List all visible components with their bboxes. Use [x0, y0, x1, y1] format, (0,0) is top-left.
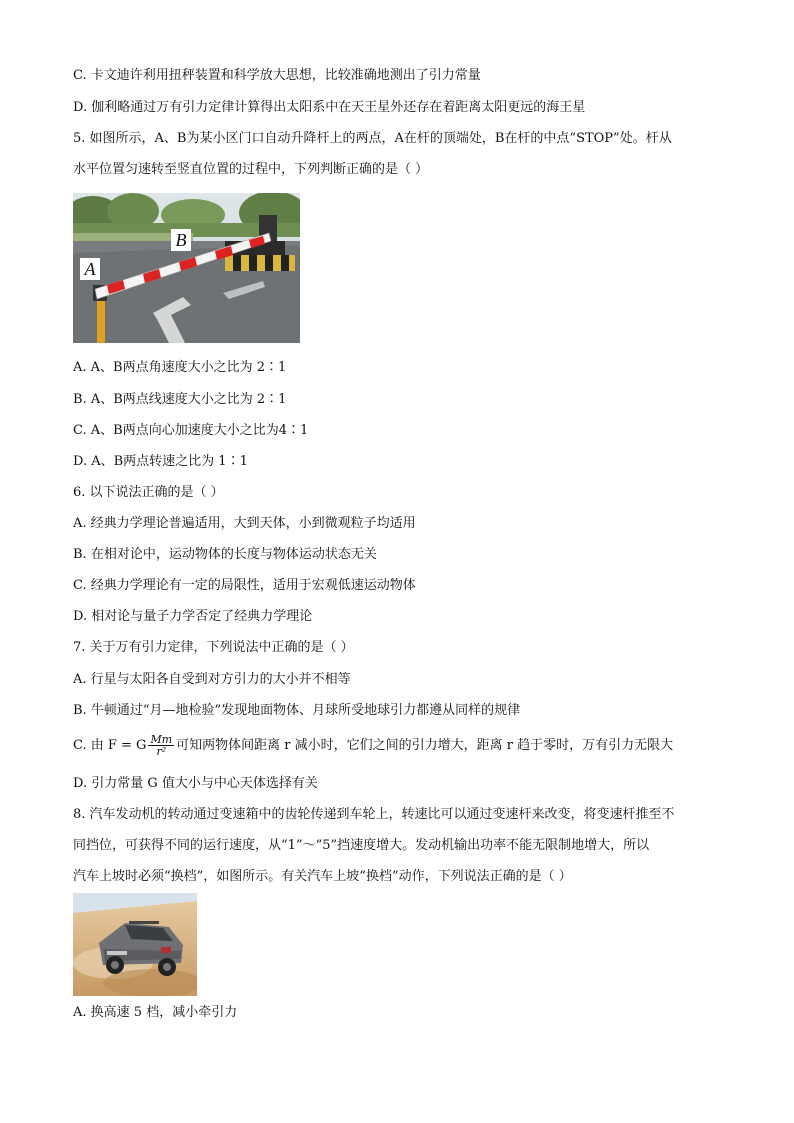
q6-stem: 6. 以下说法正确的是（ ） [73, 485, 224, 500]
q6-option-c: C. 经典力学理论有一定的局限性，适用于宏观低速运动物体 [73, 578, 416, 593]
q5-stem-line2: 水平位置匀速转至竖直位置的过程中，下列判断正确的是（ ） [73, 162, 429, 177]
gravitation-fraction [148, 734, 174, 757]
suv-on-dune-photo [73, 893, 197, 996]
q7-option-b: B. 牛顿通过“月—地检验”发现地面物体、月球所受地球引力都遵从同样的规律 [73, 703, 521, 718]
q8-stem-line3: 汽车上坡时必须“换档”，如图所示。有关汽车上坡“换档”动作，下列说法正确的是（ ） [73, 869, 572, 884]
q7-option-a: A. 行星与太阳各自受到对方引力的大小并不相等 [73, 672, 351, 687]
q8-stem-line1: 8. 汽车发动机的转动通过变速箱中的齿轮传递到车轮上，转速比可以通过变速杆来改变，将变速杆推至不 [73, 807, 675, 822]
q5-option-c: C. A、B两点向心加速度大小之比为4∶1 [73, 423, 309, 438]
q6-option-b: B. 在相对论中，运动物体的长度与物体运动状态无关 [73, 547, 377, 562]
q8-stem-line2: 同挡位，可获得不同的运行速度，从“1”～“5”挡速度增大。发动机输出功率不能无限制地增大，所以 [73, 838, 650, 853]
q7-option-c [73, 730, 673, 762]
label-b: B [175, 230, 187, 250]
q6-option-d: D. 相对论与量子力学否定了经典力学理论 [73, 609, 313, 624]
q6-option-a: A. 经典力学理论普遍适用，大到天体，小到微观粒子均适用 [73, 516, 416, 531]
q5-option-a: A. A、B两点角速度大小之比为 2∶1 [73, 360, 287, 375]
barrier-gate-photo [73, 193, 300, 343]
q4-option-c: C. 卡文迪许利用扭秤装置和科学放大思想，比较准确地测出了引力常量 [73, 68, 481, 83]
q8-option-a: A. 换高速 5 档，减小牵引力 [73, 1005, 238, 1020]
q7-stem: 7. 关于万有引力定律，下列说法中正确的是（ ） [73, 640, 354, 655]
q5-option-d: D. A、B两点转速之比为 1∶1 [73, 454, 248, 469]
q7-option-d: D. 引力常量 G 值大小与中心天体选择有关 [73, 776, 318, 791]
fraction-denominator: r² [156, 745, 167, 758]
q7-option-c-suffix: 可知两物体间距离 r 减小时，它们之间的引力增大，距离 r 趋于零时，万有引力无限大 [176, 738, 674, 753]
label-a: A [84, 259, 96, 279]
q5-stem-line1: 5. 如图所示，A、B为某小区门口自动升降杆上的两点，A在杆的顶端处，B在杆的中点“STOP”处。杆从 [73, 131, 672, 146]
q4-option-d: D. 伽利略通过万有引力定律计算得出太阳系中在天王星外还存在着距离太阳更远的海王星 [73, 100, 586, 115]
q7-option-c-prefix: C. 由 F = G [73, 738, 147, 753]
q5-option-b: B. A、B两点线速度大小之比为 2∶1 [73, 392, 287, 407]
fraction-numerator: Mm [150, 733, 173, 746]
